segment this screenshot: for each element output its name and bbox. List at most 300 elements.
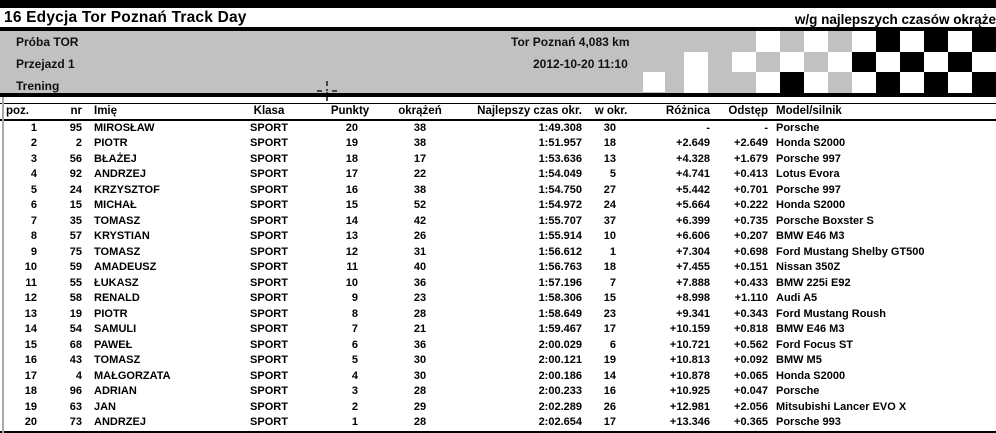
flag-cell [756, 31, 780, 52]
cell-punkty: 18 [345, 152, 358, 165]
flag-cell [948, 31, 972, 52]
flag-cell [972, 72, 996, 93]
cell-best-lap: 1:56.763 [538, 261, 582, 273]
cell-best-lap: 1:51.957 [538, 137, 582, 149]
cell-roznica: +2.649 [676, 137, 710, 149]
cell-poz: 1 [30, 121, 37, 134]
cell-klasa: SPORT [250, 245, 288, 258]
cell-imie: KRZYSZTOF [94, 183, 160, 196]
cell-imie: PIOTR [94, 137, 128, 149]
cell-nr: 24 [69, 183, 82, 196]
cell-klasa: SPORT [250, 168, 288, 180]
cell-best-lap: 2:00.121 [538, 354, 582, 366]
cell-roznica: +6.399 [676, 214, 710, 227]
crosshair-icon [316, 80, 338, 102]
cell-roznica: +10.925 [669, 385, 710, 397]
cell-punkty: 2 [351, 400, 358, 413]
flag-cell [684, 52, 708, 73]
cell-klasa: SPORT [250, 276, 288, 289]
flag-cell [756, 52, 780, 73]
cell-roznica: +7.304 [676, 245, 710, 258]
cell-w-okr: 16 [603, 385, 616, 397]
flag-cell [948, 72, 972, 93]
cell-roznica: +4.741 [676, 168, 710, 180]
result-row [0, 322, 996, 338]
result-row [0, 415, 996, 432]
cell-okrazen: 36 [413, 338, 427, 351]
cell-poz: 14 [24, 323, 37, 335]
cell-best-lap: 1:56.612 [538, 245, 582, 258]
cell-poz: 13 [24, 307, 37, 320]
cell-nr: 58 [69, 292, 82, 304]
col-header-imie: Imię [84, 104, 224, 120]
cell-okrazen: 30 [413, 369, 427, 382]
cell-poz: 8 [30, 230, 37, 242]
cell-roznica: +8.998 [676, 292, 710, 304]
cell-imie: MICHAŁ [94, 199, 137, 211]
cell-nr: 56 [69, 152, 82, 165]
flag-cell [684, 31, 708, 52]
cell-w-okr: 14 [603, 369, 616, 382]
col-header-model: Model/silnik [772, 104, 996, 120]
window-top-bar [0, 0, 996, 8]
cell-odstep: +0.735 [734, 214, 768, 227]
cell-nr: 92 [69, 168, 82, 180]
cell-best-lap: 1:54.750 [538, 183, 582, 196]
result-row [0, 183, 996, 199]
cell-okrazen: 22 [413, 168, 427, 180]
result-row [0, 338, 996, 354]
cell-model: Mitsubishi Lancer EVO X [776, 400, 907, 413]
cell-klasa: SPORT [250, 121, 288, 134]
cell-poz: 6 [30, 199, 37, 211]
result-row [0, 291, 996, 307]
flag-cell [924, 31, 948, 52]
cell-odstep: +0.222 [734, 199, 768, 211]
cell-imie: ADRIAN [94, 385, 137, 397]
col-header-roznica: Różnica [638, 104, 714, 120]
cell-klasa: SPORT [250, 369, 288, 382]
cell-imie: RENALD [94, 292, 140, 304]
cell-okrazen: 28 [413, 416, 427, 428]
cell-poz: 18 [24, 385, 37, 397]
cell-poz: 7 [30, 214, 37, 227]
result-row [0, 152, 996, 168]
col-header-okrazen: okrążeń [386, 104, 454, 120]
result-row [0, 276, 996, 292]
col-header-odstep: Odstęp [714, 104, 772, 120]
cell-poz: 11 [25, 276, 37, 289]
cell-poz: 20 [24, 416, 37, 428]
cell-w-okr: 19 [603, 354, 616, 366]
cell-imie: TOMASZ [94, 214, 141, 227]
flag-cell [876, 31, 900, 52]
cell-imie: SAMULI [94, 323, 137, 335]
cell-poz: 3 [30, 152, 37, 165]
flag-cell [828, 72, 852, 93]
cell-imie: MIROSŁAW [94, 121, 155, 134]
flag-cell [876, 52, 900, 73]
cell-klasa: SPORT [250, 230, 288, 242]
flag-cell [780, 31, 804, 52]
cell-best-lap: 2:00.186 [538, 369, 582, 382]
cell-model: BMW M5 [776, 354, 822, 366]
cell-roznica: +10.159 [669, 323, 710, 335]
session-info-panel [0, 31, 996, 93]
cell-nr: 95 [69, 121, 82, 134]
cell-klasa: SPORT [250, 385, 288, 397]
result-row [0, 400, 996, 416]
flag-cell [852, 52, 876, 73]
flag-cell [804, 72, 828, 93]
cell-klasa: SPORT [250, 416, 288, 428]
cell-w-okr: 18 [603, 261, 616, 273]
cell-nr: 15 [69, 199, 82, 211]
cell-roznica: +10.813 [669, 354, 710, 366]
flag-cell [708, 52, 732, 73]
cell-roznica: +7.455 [676, 261, 710, 273]
result-row [0, 384, 996, 400]
cell-model: Honda S2000 [776, 369, 846, 382]
flag-cell [660, 52, 684, 73]
cell-best-lap: 1:53.636 [538, 152, 582, 165]
cell-imie: AMADEUSZ [94, 261, 157, 273]
flag-cell [828, 31, 852, 52]
cell-imie: ANDRZEJ [94, 168, 146, 180]
result-row [0, 214, 996, 230]
cell-nr: 55 [69, 276, 82, 289]
session-label-trening: Trening [16, 79, 60, 93]
cell-nr: 68 [69, 338, 82, 351]
cell-nr: 54 [69, 323, 82, 335]
cell-roznica: - [706, 121, 710, 134]
cell-imie: JAN [94, 400, 117, 413]
cell-roznica: +13.346 [669, 416, 710, 428]
cell-model: BMW E46 M3 [776, 323, 845, 335]
flag-cell [924, 72, 948, 93]
cell-w-okr: 15 [603, 292, 616, 304]
result-row [0, 198, 996, 214]
page-subtitle: w/g najlepszych czasów okrąże [794, 12, 996, 27]
flag-cell [900, 72, 924, 93]
cell-punkty: 19 [345, 137, 358, 149]
cell-w-okr: 10 [603, 230, 616, 242]
cell-odstep: +1.110 [734, 292, 768, 304]
cell-w-okr: 1 [609, 245, 616, 258]
cell-imie: PIOTR [94, 307, 128, 320]
flag-cell [876, 72, 900, 93]
cell-nr: 2 [75, 137, 82, 149]
cell-model: Porsche [776, 121, 820, 134]
flag-stray-square [643, 72, 665, 92]
flag-cell [900, 31, 924, 52]
cell-roznica: +10.878 [669, 369, 710, 382]
cell-punkty: 5 [351, 354, 358, 366]
track-name: Tor Poznań 4,083 km [511, 35, 630, 49]
cell-roznica: +7.888 [676, 276, 710, 289]
cell-model: Porsche [776, 385, 820, 397]
cell-klasa: SPORT [250, 137, 288, 149]
cell-klasa: SPORT [250, 152, 288, 165]
cell-model: Ford Mustang Roush [776, 307, 886, 320]
flag-cell [660, 31, 684, 52]
cell-w-okr: 26 [603, 400, 616, 413]
cell-odstep: +2.056 [734, 400, 768, 413]
cell-poz: 5 [30, 183, 37, 196]
result-row [0, 369, 996, 385]
cell-model: Honda S2000 [776, 199, 846, 211]
cell-best-lap: 1:54.049 [538, 168, 582, 180]
cell-odstep: +1.679 [734, 152, 768, 165]
checkered-flag [660, 31, 996, 93]
table-header-row [0, 104, 996, 120]
cell-okrazen: 26 [413, 230, 427, 242]
cell-model: Honda S2000 [776, 137, 846, 149]
cell-best-lap: 1:55.707 [538, 214, 582, 227]
cell-okrazen: 17 [413, 152, 427, 165]
cell-best-lap: 2:02.289 [538, 400, 582, 413]
flag-cell [732, 52, 756, 73]
cell-punkty: 1 [351, 416, 358, 428]
cell-odstep: +0.151 [734, 261, 768, 273]
result-row [0, 245, 996, 261]
cell-w-okr: 37 [603, 214, 616, 227]
cell-poz: 10 [24, 261, 37, 273]
cell-okrazen: 38 [413, 121, 427, 134]
cell-okrazen: 38 [413, 183, 427, 196]
cell-odstep: +0.413 [734, 168, 768, 180]
cell-best-lap: 1:54.972 [538, 199, 582, 211]
cell-nr: 59 [69, 261, 82, 273]
flag-cell [900, 52, 924, 73]
flag-cell [732, 72, 756, 93]
cell-imie: TOMASZ [94, 245, 141, 258]
cell-best-lap: 1:58.306 [538, 292, 582, 304]
cell-odstep: +0.343 [734, 307, 768, 320]
cell-odstep: +0.065 [734, 369, 768, 382]
cell-roznica: +9.341 [676, 307, 710, 320]
cell-roznica: +6.606 [676, 230, 710, 242]
cell-odstep: +0.701 [734, 183, 768, 196]
cell-model: Ford Focus ST [776, 338, 853, 351]
cell-punkty: 14 [345, 214, 358, 227]
col-header-nr: nr [48, 104, 84, 120]
cell-odstep: +0.433 [734, 276, 768, 289]
cell-nr: 43 [69, 354, 82, 366]
cell-nr: 73 [69, 416, 82, 428]
cell-nr: 4 [75, 369, 82, 382]
cell-model: Porsche Boxster S [776, 214, 874, 227]
cell-poz: 9 [30, 245, 37, 258]
cell-model: Lotus Evora [776, 168, 840, 180]
cell-w-okr: 27 [603, 183, 616, 196]
cell-okrazen: 36 [413, 276, 427, 289]
cell-klasa: SPORT [250, 214, 288, 227]
cell-klasa: SPORT [250, 292, 288, 304]
cell-nr: 19 [69, 307, 82, 320]
cell-best-lap: 1:59.467 [538, 323, 582, 335]
cell-klasa: SPORT [250, 307, 288, 320]
cell-punkty: 7 [351, 323, 358, 335]
cell-punkty: 6 [351, 338, 358, 351]
cell-okrazen: 42 [413, 214, 427, 227]
flag-cell [684, 72, 708, 93]
flag-cell [972, 31, 996, 52]
panel-divider [0, 93, 996, 97]
cell-okrazen: 30 [413, 354, 427, 366]
result-row [0, 136, 996, 152]
cell-imie: BŁAŻEJ [94, 152, 137, 165]
cell-best-lap: 2:00.029 [538, 338, 582, 351]
cell-klasa: SPORT [250, 338, 288, 351]
result-row [0, 229, 996, 245]
cell-nr: 96 [69, 385, 82, 397]
cell-punkty: 3 [351, 385, 358, 397]
col-header-klasa: Klasa [224, 104, 314, 120]
cell-okrazen: 38 [413, 137, 427, 149]
cell-model: Ford Mustang Shelby GT500 [776, 245, 925, 258]
result-row [0, 120, 996, 137]
col-header-poz: poz. [0, 104, 48, 120]
flag-cell [756, 72, 780, 93]
cell-punkty: 12 [345, 245, 358, 258]
cell-punkty: 13 [345, 230, 358, 242]
cell-model: Audi A5 [776, 292, 818, 304]
cell-poz: 15 [24, 338, 37, 351]
cell-nr: 35 [69, 214, 82, 227]
cell-poz: 16 [24, 354, 37, 366]
title-bar [0, 8, 996, 27]
page-title: 16 Edycja Tor Poznań Track Day [4, 9, 247, 26]
cell-punkty: 15 [345, 199, 358, 211]
cell-w-okr: 7 [609, 276, 616, 289]
cell-roznica: +5.664 [676, 199, 710, 211]
cell-poz: 19 [24, 400, 37, 413]
cell-odstep: +2.649 [734, 137, 768, 149]
cell-punkty: 4 [351, 369, 358, 382]
cell-model: BMW 225i E92 [776, 276, 851, 289]
cell-best-lap: 2:00.233 [538, 385, 582, 397]
cell-imie: ŁUKASZ [94, 276, 139, 289]
col-header-punkty: Punkty [314, 104, 386, 120]
cell-nr: 63 [69, 400, 82, 413]
result-row [0, 167, 996, 183]
cell-model: Nissan 350Z [776, 261, 841, 273]
cell-imie: TOMASZ [94, 354, 141, 366]
session-label-proba: Próba TOR [16, 35, 79, 49]
cell-model: Porsche 993 [776, 416, 841, 428]
result-row [0, 260, 996, 276]
cell-w-okr: 13 [603, 152, 616, 165]
cell-klasa: SPORT [250, 323, 288, 335]
cell-klasa: SPORT [250, 354, 288, 366]
cell-nr: 57 [69, 230, 82, 242]
table-left-border [2, 97, 4, 433]
flag-cell [804, 31, 828, 52]
cell-okrazen: 29 [413, 400, 427, 413]
cell-imie: MAŁGORZATA [94, 369, 171, 382]
flag-cell [804, 52, 828, 73]
cell-model: Porsche 997 [776, 183, 841, 196]
cell-okrazen: 40 [413, 261, 427, 273]
cell-roznica: +5.442 [676, 183, 710, 196]
cell-okrazen: 21 [413, 323, 427, 335]
cell-w-okr: 23 [603, 307, 616, 320]
flag-cell [924, 52, 948, 73]
cell-klasa: SPORT [250, 261, 288, 273]
col-header-best-lap: Najlepszy czas okr. [454, 104, 584, 120]
cell-w-okr: 18 [603, 137, 616, 149]
cell-poz: 12 [24, 292, 37, 304]
col-header-w-okr: w okr. [584, 104, 638, 120]
cell-okrazen: 23 [413, 292, 427, 304]
cell-okrazen: 28 [413, 385, 427, 397]
cell-punkty: 11 [346, 261, 358, 273]
result-row [0, 353, 996, 369]
cell-best-lap: 1:58.649 [538, 307, 582, 320]
flag-cell [828, 52, 852, 73]
cell-odstep: +0.207 [734, 230, 768, 242]
cell-model: BMW E46 M3 [776, 230, 845, 242]
cell-odstep: +0.818 [734, 323, 768, 335]
cell-poz: 4 [30, 168, 37, 180]
flag-cell [852, 31, 876, 52]
cell-roznica: +4.328 [676, 152, 710, 165]
cell-punkty: 17 [345, 168, 358, 180]
cell-best-lap: 1:57.196 [538, 276, 582, 289]
flag-cell [732, 31, 756, 52]
cell-w-okr: 17 [603, 416, 616, 428]
cell-okrazen: 31 [413, 245, 427, 258]
cell-punkty: 9 [351, 292, 358, 304]
cell-punkty: 16 [345, 183, 358, 196]
cell-okrazen: 52 [413, 199, 427, 211]
cell-w-okr: 17 [603, 323, 616, 335]
cell-best-lap: 1:49.308 [538, 121, 582, 134]
cell-klasa: SPORT [250, 400, 288, 413]
cell-punkty: 10 [345, 276, 358, 289]
cell-nr: 75 [69, 245, 82, 258]
cell-w-okr: 6 [609, 338, 616, 351]
cell-odstep: +0.698 [734, 245, 768, 258]
cell-model: Porsche 997 [776, 152, 841, 165]
cell-poz: 2 [30, 137, 37, 149]
cell-roznica: +12.981 [669, 400, 710, 413]
result-row [0, 307, 996, 323]
session-datetime: 2012-10-20 11:10 [533, 57, 628, 71]
flag-cell [708, 31, 732, 52]
results-table [0, 103, 996, 433]
cell-imie: KRYSTIAN [94, 230, 150, 242]
cell-odstep: +0.092 [734, 354, 768, 366]
cell-w-okr: 5 [609, 168, 616, 180]
flag-cell [972, 52, 996, 73]
cell-best-lap: 2:02.654 [538, 416, 582, 428]
cell-klasa: SPORT [250, 199, 288, 211]
flag-cell [852, 72, 876, 93]
cell-roznica: +10.721 [669, 338, 710, 351]
flag-cell [780, 52, 804, 73]
cell-odstep: +0.047 [734, 385, 768, 397]
cell-poz: 17 [24, 369, 37, 382]
cell-punkty: 8 [351, 307, 358, 320]
cell-w-okr: 30 [603, 121, 616, 134]
cell-punkty: 20 [345, 121, 358, 134]
cell-klasa: SPORT [250, 183, 288, 196]
cell-w-okr: 24 [603, 199, 616, 211]
cell-okrazen: 28 [413, 307, 427, 320]
cell-odstep: - [764, 121, 768, 134]
